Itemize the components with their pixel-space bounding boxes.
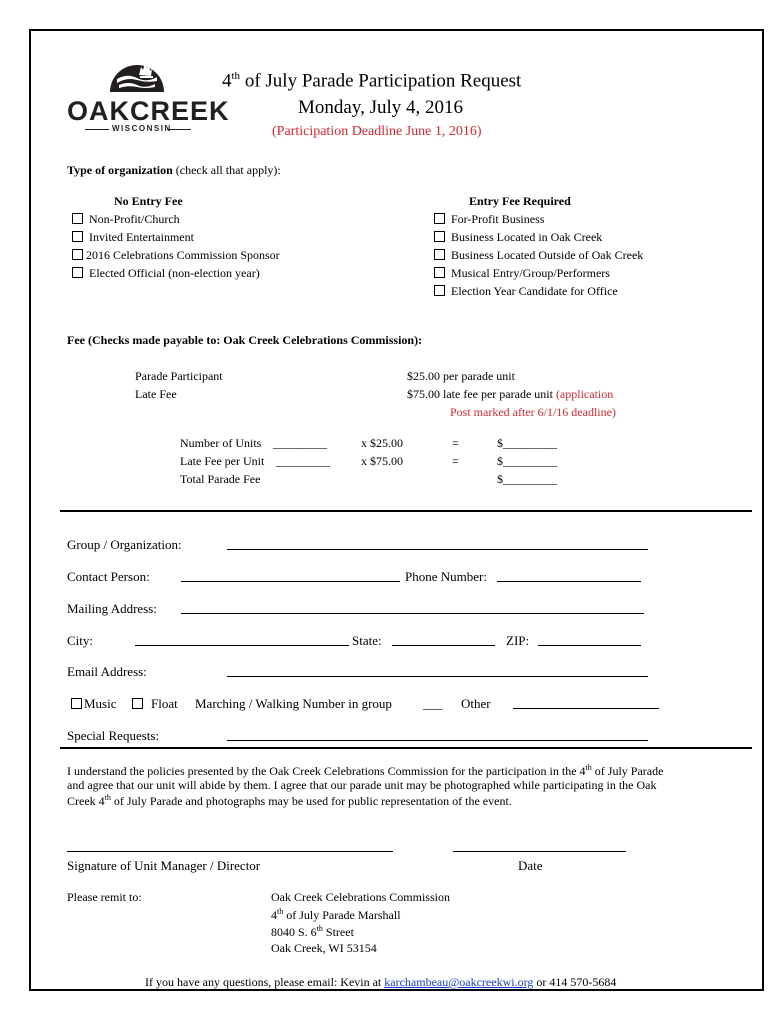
marching-blank[interactable]: ___ xyxy=(423,696,443,711)
checkbox-sponsor[interactable]: 2016 Celebrations Commission Sponsor xyxy=(72,248,280,263)
late-fee-note: Post marked after 6/1/16 deadline) xyxy=(450,405,616,419)
email-link[interactable]: karchambeau@oakcreekwi.org xyxy=(384,975,534,989)
marching-label: Marching / Walking Number in group xyxy=(195,696,392,711)
agreement-line-2: and agree that our unit will abide by them. I agree that our parade unit may be photographed while participating in the Oak xyxy=(67,778,657,792)
remit-line-3: 8040 S. 6th Street xyxy=(271,924,354,939)
logo-word: OAKCREEK xyxy=(67,96,230,126)
checkbox-icon[interactable] xyxy=(72,267,83,278)
state-label: State: xyxy=(352,633,382,648)
checkbox-outside-business[interactable]: Business Located Outside of Oak Creek xyxy=(434,248,643,263)
phone-field[interactable] xyxy=(497,581,641,582)
oak-creek-emblem-icon xyxy=(107,45,167,95)
zip-field[interactable] xyxy=(538,645,641,646)
participant-amount: $25.00 per parade unit xyxy=(407,369,515,383)
phone-label: Phone Number: xyxy=(405,569,487,584)
section-divider xyxy=(60,747,752,749)
checkbox-candidate[interactable]: Election Year Candidate for Office xyxy=(434,284,618,299)
section-divider xyxy=(60,510,752,512)
participant-label: Parade Participant xyxy=(135,369,223,383)
city-label: City: xyxy=(67,633,94,648)
checkbox-musical[interactable]: Musical Entry/Group/Performers xyxy=(434,266,610,281)
late-equals: = xyxy=(452,454,459,468)
agreement-line-3: Creek 4th of July Parade and photographs may be used for public representation of the event. xyxy=(67,793,512,808)
zip-label: ZIP: xyxy=(506,633,530,648)
late-units-blank[interactable]: _________ xyxy=(276,454,330,468)
checkbox-icon[interactable] xyxy=(72,231,83,242)
checkbox-icon[interactable] xyxy=(434,249,445,260)
date-field[interactable] xyxy=(453,851,626,852)
contact-label: Contact Person: xyxy=(67,569,150,584)
mailing-label: Mailing Address: xyxy=(67,601,157,616)
contact-field[interactable] xyxy=(181,581,400,582)
fee-required-heading: Entry Fee Required xyxy=(469,194,571,208)
group-field[interactable] xyxy=(227,549,648,550)
remit-line-4: Oak Creek, WI 53154 xyxy=(271,941,377,955)
logo-divider-left xyxy=(85,129,109,130)
email-field[interactable] xyxy=(227,676,648,677)
late-units-label: Late Fee per Unit xyxy=(180,454,265,468)
remit-line-2: 4th of July Parade Marshall xyxy=(271,907,401,922)
units-multiplier: x $25.00 xyxy=(361,436,403,450)
group-label: Group / Organization: xyxy=(67,537,182,552)
fee-heading: Fee (Checks made payable to: Oak Creek Celebrations Commission): xyxy=(67,333,423,347)
other-field[interactable] xyxy=(513,708,659,709)
units-blank[interactable]: _________ xyxy=(273,436,327,450)
no-fee-heading: No Entry Fee xyxy=(114,194,183,208)
other-label: Other xyxy=(461,696,491,711)
city-field[interactable] xyxy=(135,645,349,646)
email-label: Email Address: xyxy=(67,664,147,679)
agreement-line-1: I understand the policies presented by the Oak Creek Celebrations Commission for the participation in the 4th of July Parade xyxy=(67,763,664,778)
checkbox-oak-creek-business[interactable]: Business Located in Oak Creek xyxy=(434,230,602,245)
checkbox-icon[interactable] xyxy=(132,698,143,709)
logo-divider-right xyxy=(167,129,191,130)
late-fee-amount: $75.00 late fee per parade unit (application xyxy=(407,387,614,401)
special-requests-label: Special Requests: xyxy=(67,728,160,743)
checkbox-music[interactable]: Music xyxy=(71,696,117,712)
total-fee-label: Total Parade Fee xyxy=(180,472,261,486)
org-type-label: Type of organization (check all that apply): xyxy=(67,163,281,177)
special-requests-field[interactable] xyxy=(227,740,648,741)
deadline-note: (Participation Deadline June 1, 2016) xyxy=(272,124,482,139)
checkbox-elected[interactable]: Elected Official (non-election year) xyxy=(72,266,260,281)
logo-sub: WISCONSIN xyxy=(112,124,172,133)
checkbox-icon[interactable] xyxy=(72,249,83,260)
checkbox-float[interactable]: Float xyxy=(132,696,178,712)
page-title: 4th of July Parade Participation Request xyxy=(222,70,522,92)
checkbox-icon[interactable] xyxy=(72,213,83,224)
state-field[interactable] xyxy=(392,645,495,646)
units-label: Number of Units xyxy=(180,436,262,450)
remit-line-1: Oak Creek Celebrations Commission xyxy=(271,890,450,904)
units-equals: = xyxy=(452,436,459,450)
total-fee-blank[interactable]: $_________ xyxy=(497,472,557,486)
checkbox-invited[interactable]: Invited Entertainment xyxy=(72,230,194,245)
late-multiplier: x $75.00 xyxy=(361,454,403,468)
signature-label: Signature of Unit Manager / Director xyxy=(67,858,261,873)
remit-label: Please remit to: xyxy=(67,890,142,904)
checkbox-icon[interactable] xyxy=(434,213,445,224)
event-date: Monday, July 4, 2016 xyxy=(298,97,464,118)
mailing-field[interactable] xyxy=(181,613,644,614)
late-fee-label: Late Fee xyxy=(135,387,177,401)
signature-field[interactable] xyxy=(67,851,393,852)
checkbox-icon[interactable] xyxy=(71,698,82,709)
units-total-blank[interactable]: $_________ xyxy=(497,436,557,450)
checkbox-icon[interactable] xyxy=(434,285,445,296)
checkbox-icon[interactable] xyxy=(434,267,445,278)
checkbox-icon[interactable] xyxy=(434,231,445,242)
date-label: Date xyxy=(518,858,543,873)
checkbox-forprofit[interactable]: For-Profit Business xyxy=(434,212,544,227)
checkbox-nonprofit[interactable]: Non-Profit/Church xyxy=(72,212,180,227)
contact-footer: If you have any questions, please email: Kevin at karchambeau@oakcreekwi.org or 414 570-5684 xyxy=(145,975,617,989)
late-total-blank[interactable]: $_________ xyxy=(497,454,557,468)
